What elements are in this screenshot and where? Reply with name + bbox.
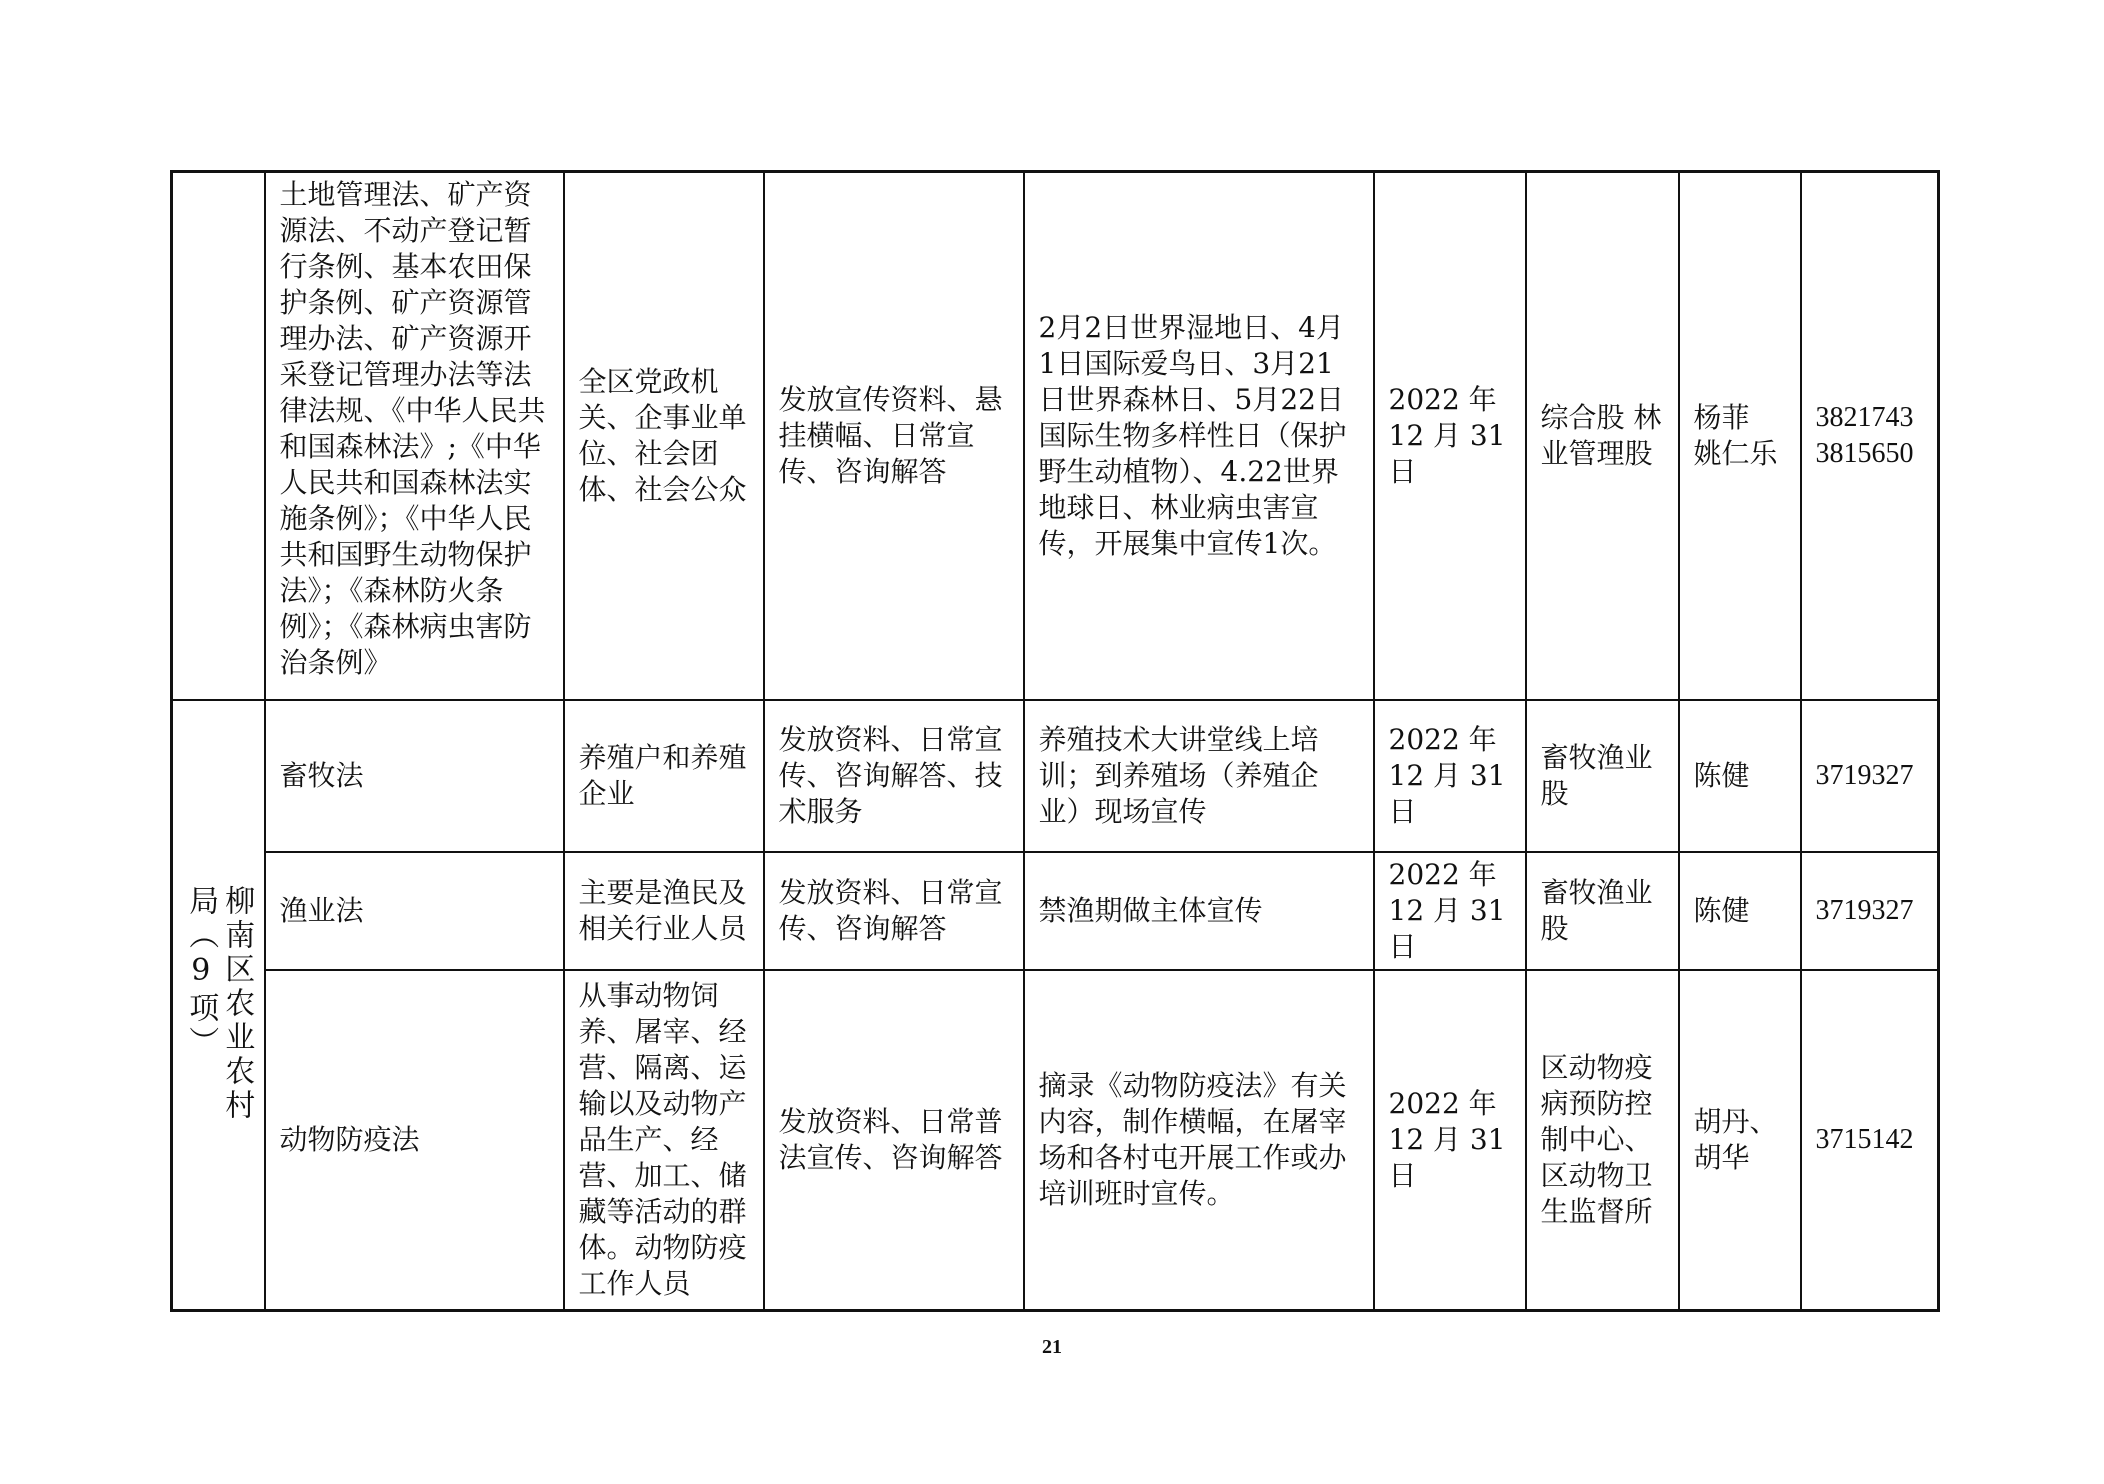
deadline-cell: 2022 年 12 月 31 日 [1374, 852, 1526, 970]
person-cell: 胡丹、胡华 [1679, 970, 1801, 1311]
unit-cell: 畜牧渔业股 [1526, 852, 1679, 970]
unit-cell: 畜牧渔业股 [1526, 700, 1679, 852]
phone-cell: 3821743 3815650 [1801, 172, 1939, 700]
table-row [172, 852, 1939, 970]
activity-cell: 禁渔期做主体宣传 [1024, 852, 1374, 970]
law-cell: 土地管理法、矿产资源法、不动产登记暂行条例、基本农田保护条例、矿产资源管理办法、矿产资源开采登记管理办法等法律法规、《中华人民共和国森林法》;《中华人民共和国森林法实施条例》；《中华人民共和国野生动物保护法》；《森林防火条例》；《森林病虫害防治条例》 [265, 172, 564, 700]
method-cell: 发放资料、日常宣传、咨询解答 [764, 852, 1024, 970]
person-cell: 杨菲 姚仁乐 [1679, 172, 1801, 700]
department-name: 柳南区农业农村局（9项） [183, 884, 255, 1123]
department-cell [172, 700, 265, 1311]
target-cell: 全区党政机关、企事业单位、社会团体、社会公众 [564, 172, 764, 700]
table-row [172, 970, 1939, 1311]
page-number: 21 [1042, 1336, 1062, 1358]
law-cell: 畜牧法 [265, 700, 564, 852]
deadline-cell: 2022 年 12 月 31 日 [1374, 970, 1526, 1311]
deadline-cell: 2022 年 12 月 31 日 [1374, 700, 1526, 852]
person-cell: 陈健 [1679, 852, 1801, 970]
target-cell: 养殖户和养殖企业 [564, 700, 764, 852]
unit-cell: 综合股 林业管理股 [1526, 172, 1679, 700]
phone-cell: 3719327 [1801, 852, 1939, 970]
target-cell: 从事动物饲养、屠宰、经营、隔离、运输以及动物产品生产、经营、加工、储藏等活动的群体。动物防疫工作人员 [564, 970, 764, 1311]
unit-cell: 区动物疫病预防控制中心、区动物卫生监督所 [1526, 970, 1679, 1311]
activity-cell: 摘录《动物防疫法》有关内容，制作横幅，在屠宰场和各村屯开展工作或办培训班时宣传。 [1024, 970, 1374, 1311]
law-publicity-table [170, 170, 1940, 1312]
method-cell: 发放宣传资料、悬挂横幅、日常宣传、咨询解答 [764, 172, 1024, 700]
table-row [172, 700, 1939, 852]
department-cell [172, 172, 265, 700]
person-cell: 陈健 [1679, 700, 1801, 852]
target-cell: 主要是渔民及相关行业人员 [564, 852, 764, 970]
activity-cell: 养殖技术大讲堂线上培训；到养殖场（养殖企业）现场宣传 [1024, 700, 1374, 852]
method-cell: 发放资料、日常普法宣传、咨询解答 [764, 970, 1024, 1311]
activity-cell: 2月2日世界湿地日、4月1日国际爱鸟日、3月21日世界森林日、5月22日国际生物多样性日（保护野生动植物）、4.22世界地球日、林业病虫害宣传，开展集中宣传1次。 [1024, 172, 1374, 700]
method-cell: 发放资料、日常宣传、咨询解答、技术服务 [764, 700, 1024, 852]
law-cell: 动物防疫法 [265, 970, 564, 1311]
table-row [172, 172, 1939, 700]
phone-cell: 3715142 [1801, 970, 1939, 1311]
law-cell: 渔业法 [265, 852, 564, 970]
phone-cell: 3719327 [1801, 700, 1939, 852]
deadline-cell: 2022 年 12 月 31 日 [1374, 172, 1526, 700]
